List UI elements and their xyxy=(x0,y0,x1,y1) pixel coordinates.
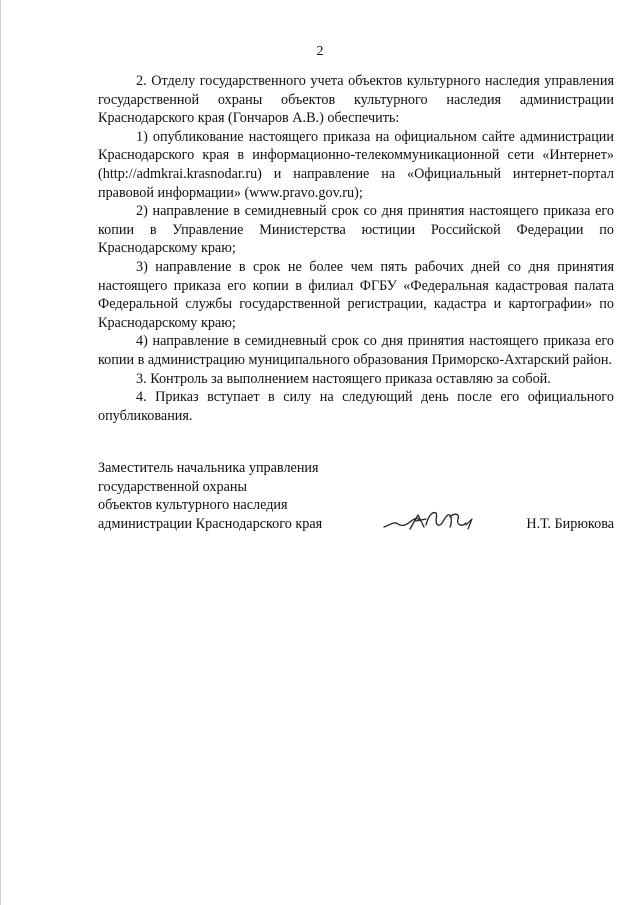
paragraph-subitem-1: 1) опубликование настоящего приказа на официальном сайте администрации Краснодарского края в информационно-телекоммуникационной сети «Интернет» (http://admkrai.krasnodar.ru) и направление на «Официальный интернет-портал правовой информации» (www.pravo.gov.ru); xyxy=(98,128,614,201)
handwritten-signature xyxy=(380,495,490,535)
paragraph-subitem-4: 4) направление в семидневный срок со дня принятия настоящего приказа его копии в администрацию муниципального образования Приморско-Ахтарский район. xyxy=(98,333,614,368)
signatory-position-line: государственной охраны xyxy=(98,478,248,495)
signatory-name: Н.Т. Бирюкова xyxy=(526,515,614,532)
signature-block xyxy=(98,459,614,533)
signatory-position-line: администрации Краснодарского края xyxy=(98,515,323,532)
paragraph-item-3: 3. Контроль за выполнением настоящего приказа оставляю за собой. xyxy=(136,370,551,387)
page-number: 2 xyxy=(316,44,324,59)
paragraph-item-4: 4. Приказ вступает в силу на следующий день после его официального опубликования. xyxy=(98,389,614,424)
paragraph-subitem-3: 3) направление в срок не более чем пять рабочих дней со дня принятия настоящего приказа его копии в филиал ФГБУ «Федеральная кадастровая палата Федеральной службы государственной регистрации, кадастра и картографии» по Краснодарскому краю; xyxy=(98,258,614,331)
signatory-position-line: Заместитель начальника управления xyxy=(98,460,319,476)
document-body xyxy=(98,72,614,425)
paragraph-subitem-2: 2) направление в семидневный срок со дня принятия настоящего приказа его копии в Управление Министерства юстиции Российской Федерации по Краснодарскому краю; xyxy=(98,203,614,257)
signatory-position-line: объектов культурного наследия xyxy=(98,497,288,514)
paragraph-item-2: 2. Отделу государственного учета объектов культурного наследия управления государственной охраны объектов культурного наследия администрации Краснодарского края (Гончаров А.В.) обеспечить: xyxy=(98,73,614,127)
